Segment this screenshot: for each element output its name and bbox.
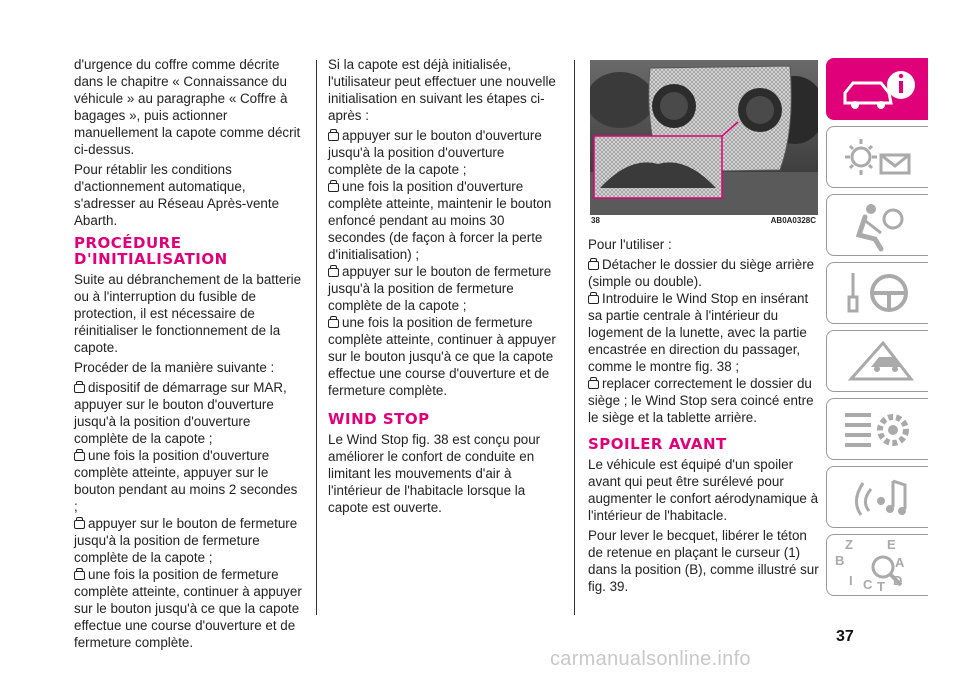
- checkbox-bullet-icon: [588, 380, 599, 389]
- paragraph: Si la capote est déjà initialisée, l'utilisateur peut effectuer une nouvelle initialisation en suivant les étapes ci-après :: [328, 57, 556, 123]
- tab-multimedia[interactable]: [826, 466, 928, 528]
- tab-vehicle-knowledge[interactable]: [826, 58, 928, 120]
- index-letter: T: [877, 579, 885, 594]
- dashboard-lights-icon: [841, 131, 921, 185]
- tab-emergency[interactable]: [826, 330, 928, 392]
- watermark-text: carmanualsonline.info: [550, 648, 751, 670]
- paragraph: Pour l'utiliser :: [588, 237, 672, 252]
- list-item: Détacher le dossier du siège arrière (simple ou double).: [588, 257, 815, 289]
- paragraph: Procéder de la manière suivante :: [74, 360, 275, 375]
- checkbox-bullet-icon: [588, 261, 599, 270]
- index-letter: B: [835, 553, 845, 568]
- list-item: appuyer sur le bouton d'ouverture jusqu'à la position d'ouverture complète de la capote ;: [328, 128, 542, 177]
- list-item: une fois la position d'ouverture complète atteinte, appuyer sur le bouton pendant au moins 2 secondes ;: [74, 448, 298, 514]
- tab-index[interactable]: [826, 534, 928, 596]
- section-heading-wind-stop: WIND STOP: [328, 410, 430, 428]
- list-item: une fois la position de fermeture complète atteinte, continuer à appuyer sur le bouton jusqu'à ce que la capote effectue une course d'ouverture et de fermeture complète.: [74, 567, 302, 650]
- figure-code: AB0A0328C: [770, 216, 816, 225]
- index-letter: E: [887, 537, 896, 552]
- index-letter: Z: [845, 537, 853, 552]
- column-3: [588, 236, 820, 598]
- checkbox-bullet-icon: [328, 319, 339, 328]
- list-item: replacer correctement le dossier du siège ; le Wind Stop sera coincé entre le siège et la tablette arrière.: [588, 376, 814, 425]
- index-letter: I: [849, 573, 853, 588]
- paragraph: Pour rétablir les conditions d'actionnement automatique, s'adresser au Réseau Après-vente Abarth.: [74, 162, 280, 228]
- service-gear-icon: [841, 403, 921, 457]
- list-item: une fois la position de fermeture complète atteinte, continuer à appuyer sur le bouton jusqu'à ce que la capote effectue une course d'ouverture et de fermeture complète.: [328, 315, 556, 398]
- page-number: 37: [836, 628, 854, 645]
- checkbox-bullet-icon: [328, 268, 339, 277]
- figure-caption: [590, 216, 818, 228]
- figure-wind-stop-photo: [590, 60, 818, 215]
- checkbox-bullet-icon: [74, 452, 85, 461]
- list-item: une fois la position d'ouverture complète atteinte, maintenir le bouton enfoncé pendant au moins 30 secondes (de façon à forcer la perte d'initialisation) ;: [328, 179, 552, 262]
- list-item: Introduire le Wind Stop en insérant sa partie centrale à l'intérieur du logement de la lunette, avec la partie encastrée en direction du passager, comme le montre fig. 38 ;: [588, 291, 809, 374]
- tab-driving[interactable]: [826, 262, 928, 324]
- checkbox-bullet-icon: [588, 295, 599, 304]
- paragraph: Suite au débranchement de la batterie ou à l'interruption du fusible de protection, il est nécessaire de réinitialiser le fonctionnement de la capote.: [74, 272, 302, 355]
- tab-dashboard[interactable]: [826, 126, 928, 188]
- checkbox-bullet-icon: [328, 132, 339, 141]
- index-letter: A: [895, 555, 905, 570]
- tab-safety[interactable]: [826, 194, 928, 256]
- seat-airbag-icon: [841, 199, 921, 253]
- warning-triangle-icon: [841, 335, 921, 389]
- checkbox-bullet-icon: [74, 384, 85, 393]
- checkbox-bullet-icon: [328, 183, 339, 192]
- section-heading-initialisation: PROCÉDURE D'INITIALISATION: [74, 234, 228, 268]
- steering-wheel-icon: [841, 267, 921, 321]
- multimedia-icon: [841, 471, 921, 525]
- column-2: [328, 56, 560, 519]
- column-divider: [574, 60, 575, 615]
- figure-number: 38: [591, 216, 600, 225]
- index-letter: C: [863, 577, 873, 592]
- index-letter: D: [893, 573, 903, 588]
- paragraph: Le Wind Stop fig. 38 est conçu pour améliorer le confort de conduite en limitant les mouvements d'air à l'intérieur de l'habitacle lorsque la capote est ouverte.: [328, 432, 541, 515]
- list-item: appuyer sur le bouton de fermeture jusqu'à la position de fermeture complète de la capote ;: [74, 516, 298, 565]
- paragraph: Le véhicule est équipé d'un spoiler avant qui peut être surélevé pour augmenter le confort aérodynamique à l'intérieur de l'habitacle.: [588, 457, 819, 523]
- list-item: appuyer sur le bouton de fermeture jusqu'à la position de fermeture complète de la capote ;: [328, 264, 552, 313]
- list-item: dispositif de démarrage sur MAR, appuyer sur le bouton d'ouverture jusqu'à la position d'ouverture complète de la capote ;: [74, 380, 287, 446]
- checkbox-bullet-icon: [74, 571, 85, 580]
- checkbox-bullet-icon: [74, 520, 85, 529]
- paragraph: Pour lever le becquet, libérer le téton de retenue en plaçant le curseur (1) dans la position (B), comme illustré sur fig. 39.: [588, 528, 819, 594]
- tab-maintenance[interactable]: [826, 398, 928, 460]
- column-divider: [316, 60, 317, 615]
- paragraph: d'urgence du coffre comme décrite dans le chapitre « Connaissance du véhicule » au paragraphe « Coffre à bagages », puis actionner manuellement la capote comme décrit ci-dessus.: [74, 57, 301, 157]
- section-heading-spoiler: SPOILER AVANT: [588, 435, 727, 453]
- column-1: [74, 56, 302, 651]
- car-info-icon: [841, 63, 921, 117]
